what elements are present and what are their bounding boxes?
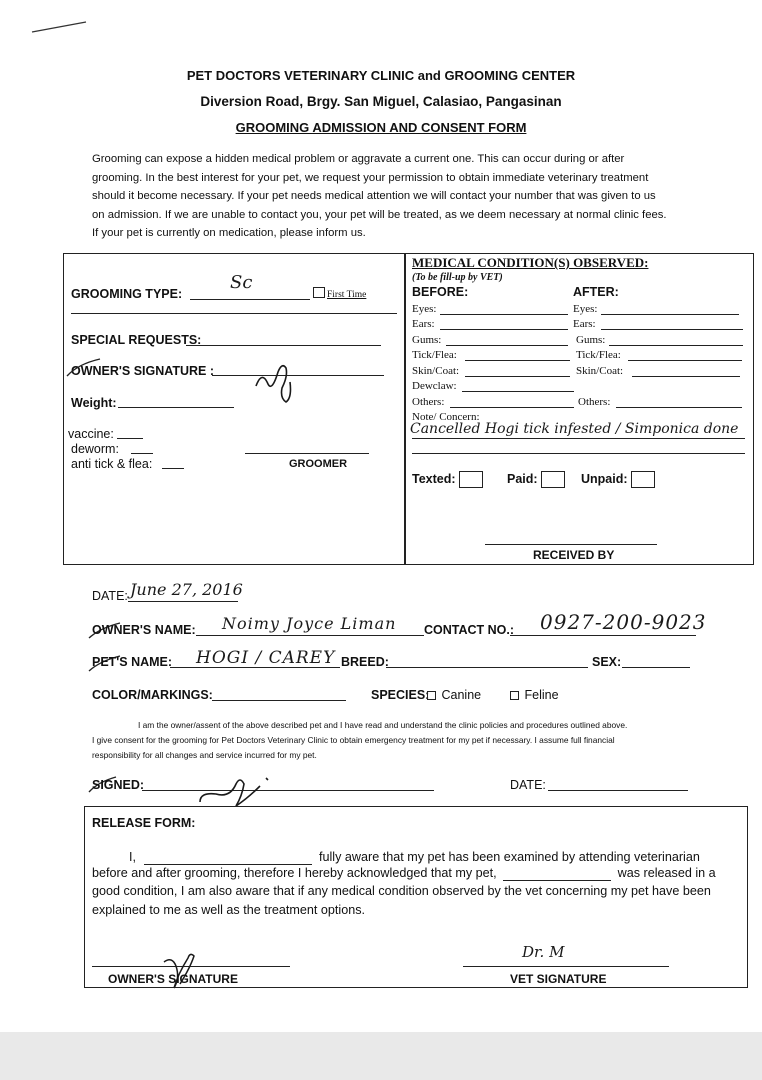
release-line-2 <box>92 866 752 881</box>
weight-label: Weight: <box>71 396 117 410</box>
release-owner-signature-handwriting <box>160 948 200 994</box>
paid-label: Paid: <box>507 471 538 486</box>
deworm-label: deworm: <box>71 442 119 456</box>
paid-option[interactable] <box>507 471 565 488</box>
owner-signature-scribble <box>64 356 104 380</box>
intro-line: Grooming can expose a hidden medical problem or aggravate a current one. This can occur during or after <box>92 153 625 165</box>
medical-title: MEDICAL CONDITION(S) OBSERVED: <box>412 255 649 270</box>
before-gums-field[interactable] <box>446 345 568 346</box>
after-skin-label: Skin/Coat: <box>576 365 624 377</box>
intro-line: If your pet is currently on medication, please inform us. <box>92 227 366 239</box>
owner-signature-label: OWNER'S SIGNATURE : <box>71 364 215 378</box>
after-tick-label: Tick/Flea: <box>576 349 621 361</box>
before-others-label: Others: <box>412 396 445 408</box>
vaccine-label: vaccine: <box>68 427 114 441</box>
intro-line: should it become necessary. If your pet needs medical attention we will contact your number that was given to us <box>92 190 656 202</box>
release-title: RELEASE FORM: <box>92 816 196 830</box>
grooming-type-handwriting: Sc <box>230 272 253 293</box>
intro-paragraph <box>92 150 712 243</box>
groomer-signature-line[interactable] <box>245 453 369 454</box>
canine-option[interactable] <box>427 688 481 702</box>
release-pet-name-field[interactable] <box>503 866 611 881</box>
scan-background <box>0 1032 762 1080</box>
before-label: BEFORE: <box>412 285 469 299</box>
release-text-i: I, <box>129 850 136 864</box>
release-line-1 <box>92 850 742 865</box>
unpaid-option[interactable] <box>581 471 655 488</box>
pet-name-label: PET'S NAME: <box>92 655 173 669</box>
feline-checkbox[interactable] <box>510 691 519 700</box>
release-owner-sig-label: OWNER'S SIGNATURE <box>108 972 238 986</box>
vaccine-field[interactable] <box>117 438 143 439</box>
groomer-label: GROOMER <box>289 458 348 470</box>
date-handwriting: June 27, 2016 <box>130 580 243 599</box>
consent-line: responsibility for all changes and service incurred for my pet. <box>92 750 317 760</box>
intro-line: grooming. In the best interest for your pet, we request your permission to obtain immediate veterinary treatment <box>92 171 649 184</box>
grooming-type-field[interactable] <box>190 299 310 300</box>
before-ears-field[interactable] <box>440 329 568 330</box>
canine-label: Canine <box>441 688 482 702</box>
clinic-name: PET DOCTORS VETERINARY CLINIC and GROOMING CENTER <box>186 68 576 83</box>
before-skin-field[interactable] <box>465 376 570 377</box>
release-vet-sig-label: VET SIGNATURE <box>510 972 607 986</box>
release-vet-signature-line[interactable] <box>463 966 669 967</box>
species-label: SPECIES: <box>371 688 430 702</box>
before-skin-label: Skin/Coat: <box>412 365 460 377</box>
after-skin-field[interactable] <box>632 376 740 377</box>
deworm-field[interactable] <box>131 453 153 454</box>
owner-signature-handwriting <box>252 358 302 408</box>
pet-name-handwriting: HOGI / CAREY <box>196 648 336 668</box>
feline-option[interactable] <box>510 688 559 702</box>
grooming-type-extra-line <box>71 313 397 314</box>
contact-field[interactable] <box>510 635 696 636</box>
received-by-label: RECEIVED BY <box>533 548 615 562</box>
after-tick-field[interactable] <box>628 360 742 361</box>
breed-label: BREED: <box>341 655 389 669</box>
anti-tick-label: anti tick & flea: <box>71 457 153 471</box>
medical-conditions-box <box>404 253 754 565</box>
pen-stroke-mark <box>30 18 90 38</box>
after-others-label: Others: <box>578 396 611 408</box>
release-text-released: was released in a <box>617 866 716 880</box>
unpaid-label: Unpaid: <box>581 471 628 486</box>
after-gums-field[interactable] <box>609 345 743 346</box>
before-ears-label: Ears: <box>412 318 435 330</box>
contact-handwriting: 0927-200-9023 <box>540 610 707 634</box>
special-requests-label: SPECIAL REQUESTS: <box>71 333 202 347</box>
breed-field[interactable] <box>386 667 588 668</box>
consent-line: I give consent for the grooming for Pet Doctors Veterinary Clinic to obtain emergency treatment for my pet if necessary. I assume full financial <box>92 735 615 745</box>
special-requests-field[interactable] <box>186 345 381 346</box>
consent-line: I am the owner/assent of the above described pet and I have read and understand the clinic policies and procedures outlined above. <box>138 720 628 730</box>
first-time-label: First Time <box>327 290 367 300</box>
before-dewclaw-label: Dewclaw: <box>412 380 457 392</box>
release-text-aware: fully aware that my pet has been examined by attending veterinarian <box>319 850 700 864</box>
after-eyes-field[interactable] <box>601 314 739 315</box>
after-gums-label: Gums: <box>576 334 606 346</box>
before-tick-label: Tick/Flea: <box>412 349 457 361</box>
release-line-4: explained to me as well as the treatment options. <box>92 903 366 917</box>
owner-name-field[interactable] <box>196 635 424 636</box>
release-owner-name-field[interactable] <box>144 850 312 865</box>
owner-name-handwriting: Noimy Joyce Liman <box>222 614 397 633</box>
date-label: DATE: <box>92 589 128 603</box>
canine-checkbox[interactable] <box>427 691 436 700</box>
medical-subtitle: (To be fill-up by VET) <box>412 272 503 283</box>
anti-tick-field[interactable] <box>162 468 184 469</box>
first-time-checkbox[interactable] <box>313 287 325 298</box>
texted-checkbox[interactable] <box>459 471 483 488</box>
clinic-address: Diversion Road, Brgy. San Miguel, Calasiao, Pangasinan <box>200 94 562 109</box>
before-dewclaw-field[interactable] <box>462 391 574 392</box>
paid-checkbox[interactable] <box>541 471 565 488</box>
before-eyes-field[interactable] <box>440 314 568 315</box>
release-text-before-after: before and after grooming, therefore I hereby acknowledged that my pet, <box>92 866 497 880</box>
first-time-option[interactable] <box>313 287 366 300</box>
owner-name-label: OWNER'S NAME: <box>92 623 196 637</box>
consent-date-label: DATE: <box>510 778 546 792</box>
feline-label: Feline <box>524 688 559 702</box>
release-vet-signature-handwriting: Dr. M <box>522 943 565 961</box>
grooming-type-label: GROOMING TYPE: <box>71 287 183 301</box>
unpaid-checkbox[interactable] <box>631 471 655 488</box>
after-ears-field[interactable] <box>601 329 743 330</box>
color-markings-label: COLOR/MARKINGS: <box>92 688 213 702</box>
contact-label: CONTACT NO.: <box>424 623 515 637</box>
sex-field[interactable] <box>622 667 690 668</box>
after-label: AFTER: <box>573 285 619 299</box>
consent-paragraph <box>92 718 704 763</box>
before-tick-field[interactable] <box>465 360 570 361</box>
sex-label: SEX: <box>592 655 622 669</box>
section-divider <box>63 564 753 565</box>
after-others-field[interactable] <box>616 407 742 408</box>
before-eyes-label: Eyes: <box>412 303 437 315</box>
after-eyes-label: Eyes: <box>573 303 598 315</box>
date-field[interactable] <box>128 601 238 602</box>
color-markings-field[interactable] <box>212 700 346 701</box>
signed-field[interactable] <box>142 790 434 791</box>
form-title: GROOMING ADMISSION AND CONSENT FORM <box>235 120 527 135</box>
after-ears-label: Ears: <box>573 318 596 330</box>
weight-field[interactable] <box>118 407 234 408</box>
received-by-line[interactable] <box>485 544 657 545</box>
texted-option[interactable] <box>412 471 483 488</box>
signed-label: SIGNED: <box>92 778 145 792</box>
before-others-field[interactable] <box>450 407 574 408</box>
note-concern-handwriting: Cancelled Hogi tick infested / Simponica done <box>410 421 739 437</box>
texted-label: Texted: <box>412 471 456 486</box>
note-concern-line-2[interactable] <box>412 453 745 454</box>
intro-line: on admission. If we are unable to contact you, your pet will be treated, as we deem necessary at normal clinic fees. <box>92 208 667 221</box>
before-gums-label: Gums: <box>412 334 442 346</box>
note-concern-line-1[interactable] <box>412 438 745 439</box>
note-concern-label: Note/ Concern: <box>412 411 480 423</box>
consent-date-field[interactable] <box>548 790 688 791</box>
release-line-3: good condition, I am also aware that if any medical condition observed by the vet concerning my pet have been <box>92 884 711 898</box>
